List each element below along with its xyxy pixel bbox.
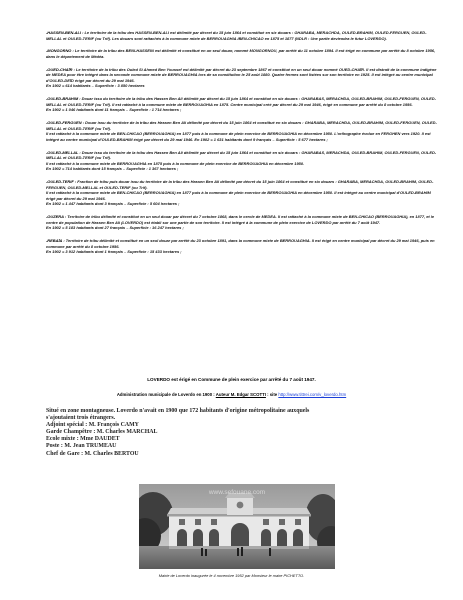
entry-text: : Le territoire de la tribu des HASSEN-BEN-ALI est délimité par décret du 15 juin 1864 et constitué en six douars : GHARABA, MERACHDA, OULED-BRAHIM, OULED-FERGUEN, OULED-MELLAL et OULED-TERIF (ou Trif). Les douars sont rattachés à la commune mixte de BERROUAGHIA /BEN-CHICAO en 1875 et 1877 (NDLR : Une partie deviendra le futur LOVERDO). xyxy=(46,30,427,41)
staff-line: Ecole mixte : Mme DAUDET xyxy=(46,436,120,443)
entry-hassen-ben-ali xyxy=(46,30,441,41)
admin-lead: Administration municipale de Loverdo en 1900 : xyxy=(116,392,215,397)
entry-name: -OULED-BRAHIM xyxy=(46,96,79,102)
entry-text: : Le territoire de la tribu des Ouled Si Ahmed Ben Youssef est délimité par décret du 23 septembre 1867 et constitué en un seul douar nommé OUED-CHAÏR. Il est distrait de la commune indigène de MEDEA pour être intégré dans la seconde commune mixte de BERROUAGHIA lors de sa constitution le 25 août 1880. Quatre fermes sont listées sur son territoire en 1925. Il est intégré au centre municipal d'OULED-DEÏD érigé par décret du 29 mai 1946. En 1902 = 614 habitants – Superficie : 3 850 hectares xyxy=(46,66,437,89)
entry-text: : Douar issu du territoire de la tribu des Hassen Ben Ali délimité par décret du 15 juin 1864 et constitué en six douars : GHARABAS, MERACHDA, OULED-BRAHIM, OULED-FERGUEN, OULED-MELLAL et OULED-TERIF (ou Trif). Il est rattaché à la commune mixte de BERROUAGHIA en 1875. Centre municipal créé par décret du 29 mai 1946, érigé en commune par arrêté du 8 octobre 1956. En 1902 = 1 046 habitants dont 11 français – Superficie : 1 714 hectares ; xyxy=(46,96,436,113)
source-link[interactable]: http://www.tittrei.com/v_loverdo.htm xyxy=(278,392,347,397)
entry-name: -OUED-CHAÏR xyxy=(46,66,73,72)
town-hall-illustration xyxy=(139,484,335,569)
entry-ouled-brahim xyxy=(46,96,441,113)
entry-mongorno xyxy=(46,48,441,59)
entry-name: -HASSEN-BEN-ALI xyxy=(46,30,81,35)
staff-line: Adjoint spécial : M. François CAMY xyxy=(46,422,139,429)
entry-text: : Fraction de tribu puis douar issu du territoire de la tribu des Hassen Ben Ali délimité par décret du 15 juin 1864 et constitué en six douars : GHARABA, MERACHDA, OULED-BRAHIM, OULED-FERGUEN, OULED-MELLAL et OULED-TERIF (ou Trif). Il est rattaché à la commune mixte de BEN-CHICAO (BERROUAGHIA) en 1877 puis à la commune de plein exercice de BERROUAGHIA en décembre 1950. Il est intégré au centre municipal d'OULED-BRAHIM érigé par décret du 29 mai 1946. En 1902 = 1 447 habitants dont 3 français – Superficie : 5 604 hectares ; xyxy=(46,179,434,207)
admin-source-line xyxy=(0,392,463,397)
staff-line: Chef de Gare : M. Charles BERTOU xyxy=(46,450,139,457)
entry-name: -OULED-TERIF xyxy=(46,179,74,185)
author-label: Auteur M. Edgar SCOTTI xyxy=(215,392,266,397)
staff-line: Garde Champêtre : M. Charles MARCHAL xyxy=(46,429,158,436)
entry-ouled-ferguen xyxy=(46,120,441,142)
douar-list xyxy=(46,30,441,262)
photo-watermark: www.sefouane.com xyxy=(208,489,266,496)
source-label: : site xyxy=(267,392,278,397)
commune-proclamation: LOVERDO est érigé en Commune de plein exercice par arrêté du 7 août 1947. xyxy=(147,377,316,382)
town-hall-photo xyxy=(139,484,335,569)
loverdo-1900-block xyxy=(46,408,436,458)
entry-rebaia xyxy=(46,238,441,255)
entry-name: -OULED-FERGUEN xyxy=(46,120,82,126)
entry-text: : Douar issu du territoire de la tribu des Hassen Ben Ali délimité par décret du 15 juin 1864 et constitué en six douars : GHARABA, MERACHDA, OULED-BRAHIM, OULED-FERGUEN, OULED-MELLAL et OULED-TERIF (ou Trif). Il est rattaché à la commune mixte de BEN-CHICAO (BERROUAGHIA) en 1877 puis à la commune de plein exercice de BERROUAGHIA en décembre 1950. L'orthographe évolue en FERGHEN vers 1920. Il est intégré au centre municipal d'OULED-BRAHIM érigé par décret du 29 mai 1946. En 1902 = 1 631 habitants dont 9 français – Superficie : 5 677 hectares ; xyxy=(46,120,437,142)
staff-line: Poste : M. Jean TRUMEAU xyxy=(46,443,117,450)
entry-oued-chair xyxy=(46,67,441,89)
entry-name: -MONGORNO xyxy=(46,48,72,54)
entry-ouled-mellal xyxy=(46,150,441,172)
photo-caption: Mairie de Loverdo inaugurée le 4 novembre 1952 par Monsieur le maire PICHETTO. xyxy=(158,573,305,578)
entry-text: : Territoire de tribu délimité et constitué en un seul douar par décret du 7 octobre 1868, dans le cercle de MEDEA. Il est rattaché à la commune mixte de BEN-CHICAO (BERROUAGHIA), en 1877, et le centre de population de Hassen Ben Ali (LOVERDO) est établi sur une partie de son territoire. Il est intégré à la commune de plein exercice de LOVERDO par arrêté du 7 août 1947. En 1902 = 5 183 habitants dont 27 français – Superficie : 16 247 hectares ; xyxy=(46,214,435,231)
entry-name: -OUZERA xyxy=(46,214,64,220)
entry-ouzera xyxy=(46,214,441,231)
entry-name: -REBAÏA xyxy=(46,238,63,244)
entry-text: : Territoire de tribu délimité et constitué en un seul douar par arrêté du 23 octobre 1891, dans la commune mixte de BERROUAGHIA. Il est érigé en centre municipal par décret du 29 mai 1946, puis en commune par arrêté du 8 octobre 1956. En 1902 = 3 912 habitants dont 1 français – Superficie : 15 433 hectares ; xyxy=(46,238,435,255)
entry-ouled-terif xyxy=(46,179,441,207)
entry-text: : Douar issu du territoire de la tribu des Hassen Ben Ali délimité par décret du 15 juin 1864 et constitué en six douars : GHARABAS, MERACHDA, OULED-BRAHIM, OULED-FERGUEN, OULED-MELLAL et OULED-TERIF (ou Trif). Il est rattaché à la commune mixte de BERROUAGHIA en 1875 puis à la commune de plein exercice de BERROUAGHIA en décembre 1950. En 1902 = 714 habitants dont 15 français – Superficie : 1 367 hectares ; xyxy=(46,149,437,172)
entry-name: -OULED-MELLAL xyxy=(46,149,79,155)
intro-line: s'ajoutaient trois étrangers. xyxy=(46,415,116,422)
entry-text: : Le territoire de la tribu des BENI-HASSEIN est délimité et constitué en un seul douar, nommé MONGORNOU, par arrêté du 11 octobre 1894. Il est érigé en commune par arrêté du 8 octobre 1956, dans le département de Médéa. xyxy=(46,48,436,59)
intro-line: Situé en zone montagneuse. Loverdo n'avait en 1900 que 172 habitants d'origine métropolitaine auxquels xyxy=(46,408,310,414)
